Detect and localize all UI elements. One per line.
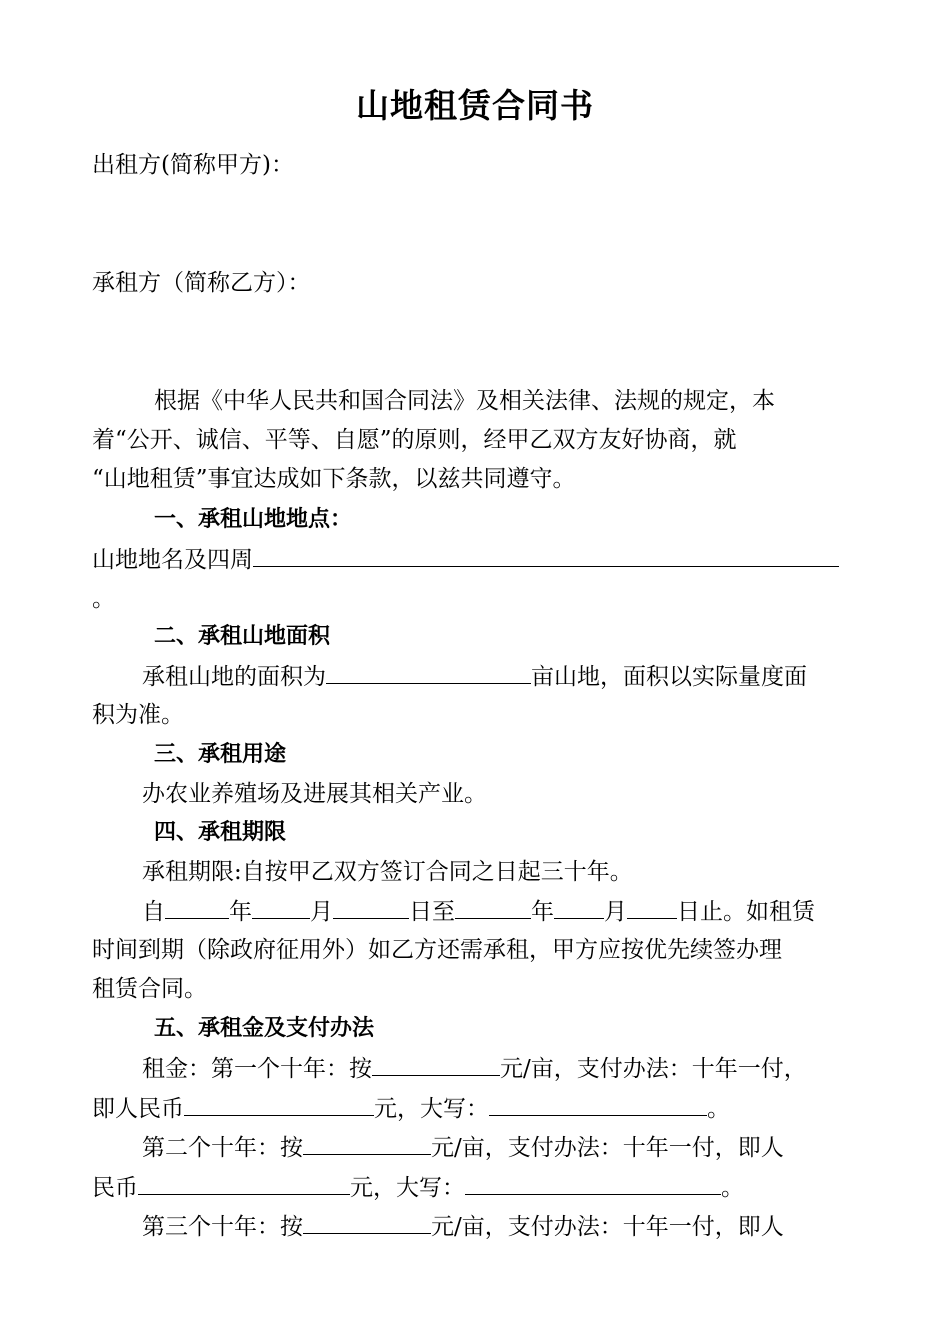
section-4-dates bbox=[142, 896, 912, 927]
section-2-line-2: 积为准。 bbox=[92, 702, 184, 728]
section-4-heading: 四、承租期限 bbox=[154, 820, 287, 845]
section-4-line-3: 租赁合同。 bbox=[92, 976, 207, 1002]
rent-2-caps-label: 元，大写： bbox=[350, 1175, 465, 1201]
from-text: 自 bbox=[142, 899, 165, 925]
rent-2-prefix: 第二个十年：按 bbox=[142, 1135, 303, 1161]
rent-1-amount-blank bbox=[184, 1093, 374, 1116]
area-blank-1 bbox=[326, 661, 441, 684]
area-blank-2 bbox=[441, 661, 531, 684]
section-3-text: 办农业养殖场及进展其相关产业。 bbox=[142, 781, 487, 807]
year2-text: 年 bbox=[531, 899, 554, 925]
day-end-text: 日止。如租赁 bbox=[677, 899, 815, 925]
intro-line-2 bbox=[92, 425, 862, 455]
rent-2-caps-blank bbox=[465, 1172, 721, 1195]
rent-2-end: 。 bbox=[721, 1175, 744, 1201]
rent-3-suffix: 元/亩，支付办法：十年一付，即人 bbox=[431, 1214, 784, 1240]
rent-1-caps-blank bbox=[489, 1093, 707, 1116]
rent-2-suffix: 元/亩，支付办法：十年一付，即人 bbox=[431, 1135, 784, 1161]
section-2-heading: 二、承租山地面积 bbox=[154, 624, 331, 649]
intro-line-3: “山地租赁”事宜达成如下条款，以兹共同遵守。 bbox=[92, 466, 576, 492]
rent-3-price-blank bbox=[303, 1211, 431, 1234]
location-blank bbox=[253, 544, 839, 567]
section-4-text: 承租期限:自按甲乙双方签订合同之日起三十年。 bbox=[142, 859, 633, 885]
rent-period-1-line-1 bbox=[142, 1053, 912, 1084]
section-1-heading: 一、承租山地地点： bbox=[154, 507, 353, 532]
end-month-blank bbox=[554, 896, 604, 919]
lessee-label: 承租方（简称乙方）： bbox=[92, 270, 311, 296]
rent-1-price-blank bbox=[372, 1053, 500, 1076]
end-year-blank bbox=[455, 896, 531, 919]
start-year-blank bbox=[165, 896, 229, 919]
rent-period-2-line-2 bbox=[92, 1172, 862, 1203]
rent-2-rmb-label: 民币 bbox=[92, 1175, 138, 1201]
rent-2-amount-blank-2 bbox=[316, 1172, 350, 1195]
intro-line-2-text: 着“公开、诚信、平等、自愿”的原则，经甲乙双方友好协商，就 bbox=[92, 427, 737, 453]
section-4-line-2 bbox=[92, 935, 862, 965]
section-2-line-1 bbox=[142, 661, 912, 692]
rent-1-prefix: 租金：第一个十年：按 bbox=[142, 1056, 372, 1082]
rent-1-rmb-label: 即人民币 bbox=[92, 1096, 184, 1122]
start-day-blank bbox=[333, 896, 409, 919]
section-5-heading: 五、承租金及支付办法 bbox=[154, 1016, 375, 1041]
rent-period-2-line-1 bbox=[142, 1132, 912, 1163]
location-label: 山地地名及四周 bbox=[92, 547, 253, 573]
area-suffix: 亩山地，面积以实际量度面 bbox=[531, 664, 807, 690]
start-month-blank bbox=[252, 896, 310, 919]
section-4-line-2-text: 时间到期（除政府征用外）如乙方还需承租，甲方应按优先续签办理 bbox=[92, 937, 782, 963]
rent-2-amount-blank-1 bbox=[138, 1172, 316, 1195]
end-day-blank bbox=[627, 896, 677, 919]
section-3-heading: 三、承租用途 bbox=[154, 742, 287, 767]
rent-1-suffix: 元/亩，支付办法：十年一付， bbox=[500, 1056, 807, 1082]
lessor-label: 出租方(简称甲方)： bbox=[92, 152, 294, 178]
month2-text: 月 bbox=[604, 899, 627, 925]
rent-3-prefix: 第三个十年：按 bbox=[142, 1214, 303, 1240]
rent-1-caps-label: 元，大写： bbox=[374, 1096, 489, 1122]
area-prefix: 承租山地的面积为 bbox=[142, 664, 326, 690]
year-text: 年 bbox=[229, 899, 252, 925]
section-1-field bbox=[92, 544, 862, 575]
month-text: 月 bbox=[310, 899, 333, 925]
rent-2-price-blank bbox=[303, 1132, 431, 1155]
section-1-end: 。 bbox=[92, 586, 115, 612]
rent-period-3-line-1 bbox=[142, 1211, 912, 1242]
intro-line-1: 根据《中华人民共和国合同法》及相关法律、法规的规定，本 bbox=[154, 388, 775, 414]
rent-period-1-line-2 bbox=[92, 1093, 862, 1124]
rent-1-end: 。 bbox=[707, 1096, 730, 1122]
day-to-text: 日至 bbox=[409, 899, 455, 925]
document-title: 山地租赁合同书 bbox=[356, 86, 594, 125]
